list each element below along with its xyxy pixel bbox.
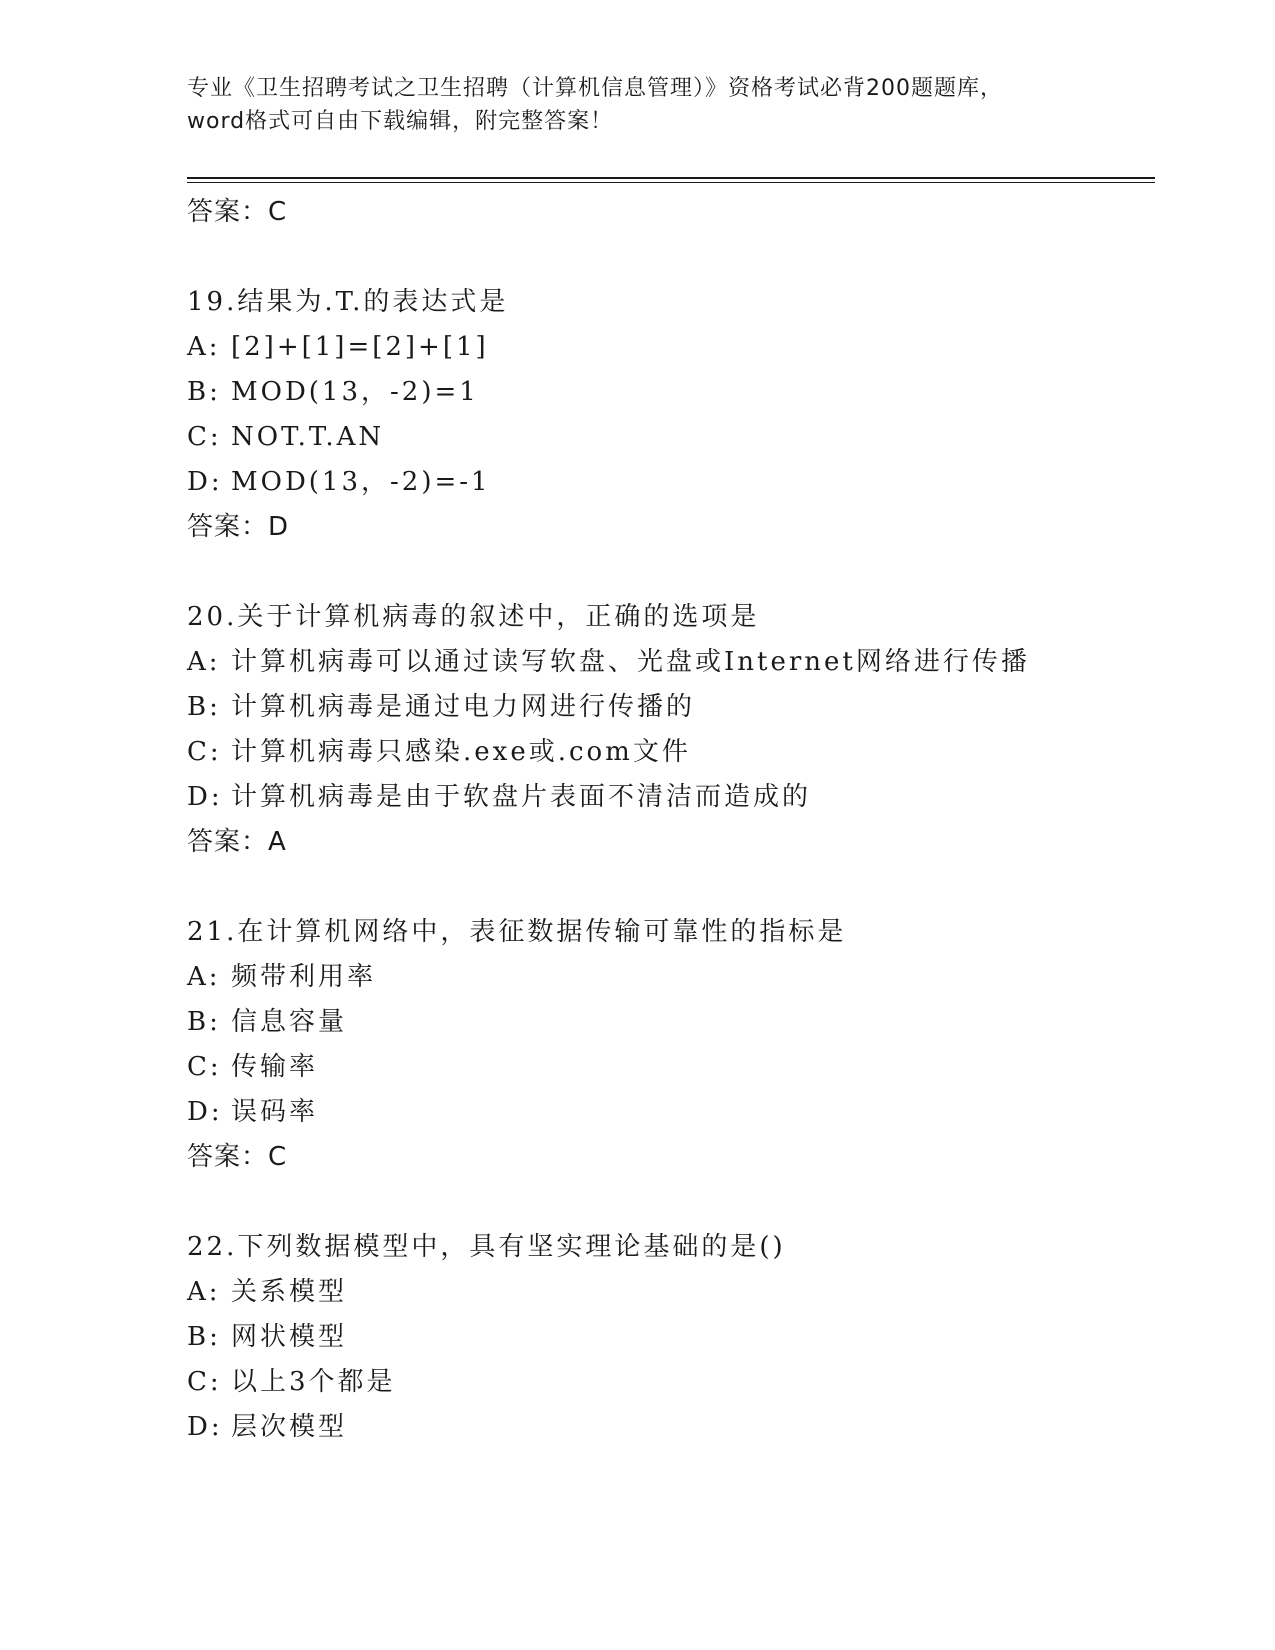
option-text: 计算机病毒是通过电力网进行传播的 bbox=[231, 692, 696, 722]
header-title-line-2: word格式可自由下载编辑，附完整答案！ bbox=[187, 109, 614, 134]
option-key: B: bbox=[187, 1322, 221, 1352]
option-a bbox=[187, 1270, 1147, 1315]
option-key: A: bbox=[187, 962, 221, 992]
option-text: MOD(13，-2)=-1 bbox=[231, 467, 491, 497]
answer-line: 答案：A bbox=[187, 827, 287, 857]
option-b bbox=[187, 370, 1147, 415]
spacer bbox=[187, 550, 1147, 595]
option-text: 层次模型 bbox=[231, 1412, 348, 1442]
option-key: D: bbox=[187, 1412, 223, 1442]
answer-line: 答案：D bbox=[187, 512, 290, 542]
answer-line: 答案：C bbox=[187, 197, 288, 227]
question-title: 22.下列数据模型中，具有坚实理论基础的是() bbox=[187, 1232, 786, 1262]
option-c bbox=[187, 1045, 1147, 1090]
option-text: 信息容量 bbox=[231, 1007, 348, 1037]
option-b bbox=[187, 1315, 1147, 1360]
option-key: A: bbox=[187, 332, 221, 362]
option-key: B: bbox=[187, 692, 221, 722]
option-a bbox=[187, 640, 1147, 685]
option-text: 以上3个都是 bbox=[231, 1367, 396, 1397]
option-a bbox=[187, 955, 1147, 1000]
option-text: 计算机病毒可以通过读写软盘、光盘或Internet网络进行传播 bbox=[231, 647, 1030, 677]
option-text: 计算机病毒只感染.exe或.com文件 bbox=[231, 737, 691, 767]
option-d bbox=[187, 775, 1147, 820]
question-list bbox=[187, 190, 1147, 1450]
document-header bbox=[187, 72, 1087, 138]
option-key: B: bbox=[187, 1007, 221, 1037]
header-divider-thin bbox=[187, 182, 1155, 183]
option-d bbox=[187, 1090, 1147, 1135]
option-key: D: bbox=[187, 1097, 223, 1127]
question-title: 20.关于计算机病毒的叙述中，正确的选项是 bbox=[187, 602, 760, 632]
option-c bbox=[187, 1360, 1147, 1405]
option-key: C: bbox=[187, 737, 222, 767]
spacer bbox=[187, 235, 1147, 280]
header-title-line-1: 专业《卫生招聘考试之卫生招聘（计算机信息管理）》资格考试必背200题题库， bbox=[187, 76, 1003, 101]
option-text: 频带利用率 bbox=[231, 962, 377, 992]
option-text: 关系模型 bbox=[231, 1277, 348, 1307]
question-title: 21.在计算机网络中，表征数据传输可靠性的指标是 bbox=[187, 917, 847, 947]
option-c bbox=[187, 415, 1147, 460]
option-key: C: bbox=[187, 1367, 222, 1397]
question-21 bbox=[187, 910, 1147, 1225]
answer-line: 答案：C bbox=[187, 1142, 288, 1172]
option-text: NOT.T.AN bbox=[231, 422, 385, 452]
option-key: A: bbox=[187, 647, 221, 677]
option-key: B: bbox=[187, 377, 221, 407]
option-key: C: bbox=[187, 422, 222, 452]
option-text: 误码率 bbox=[231, 1097, 319, 1127]
question-20 bbox=[187, 595, 1147, 910]
option-a bbox=[187, 325, 1147, 370]
option-c bbox=[187, 730, 1147, 775]
question-22 bbox=[187, 1225, 1147, 1450]
option-key: C: bbox=[187, 1052, 222, 1082]
option-text: 网状模型 bbox=[231, 1322, 348, 1352]
option-key: D: bbox=[187, 782, 223, 812]
option-text: [2]+[1]=[2]+[1] bbox=[231, 332, 489, 362]
option-text: 传输率 bbox=[231, 1052, 319, 1082]
option-key: A: bbox=[187, 1277, 221, 1307]
spacer bbox=[187, 1180, 1147, 1225]
option-b bbox=[187, 1000, 1147, 1045]
question-title: 19.结果为.T.的表达式是 bbox=[187, 287, 509, 317]
header-divider-thick bbox=[187, 177, 1155, 179]
option-b bbox=[187, 685, 1147, 730]
option-d bbox=[187, 460, 1147, 505]
option-d bbox=[187, 1405, 1147, 1450]
option-text: 计算机病毒是由于软盘片表面不清洁而造成的 bbox=[231, 782, 812, 812]
option-text: MOD(13，-2)=1 bbox=[231, 377, 479, 407]
spacer bbox=[187, 865, 1147, 910]
question-19 bbox=[187, 280, 1147, 595]
option-key: D: bbox=[187, 467, 223, 497]
